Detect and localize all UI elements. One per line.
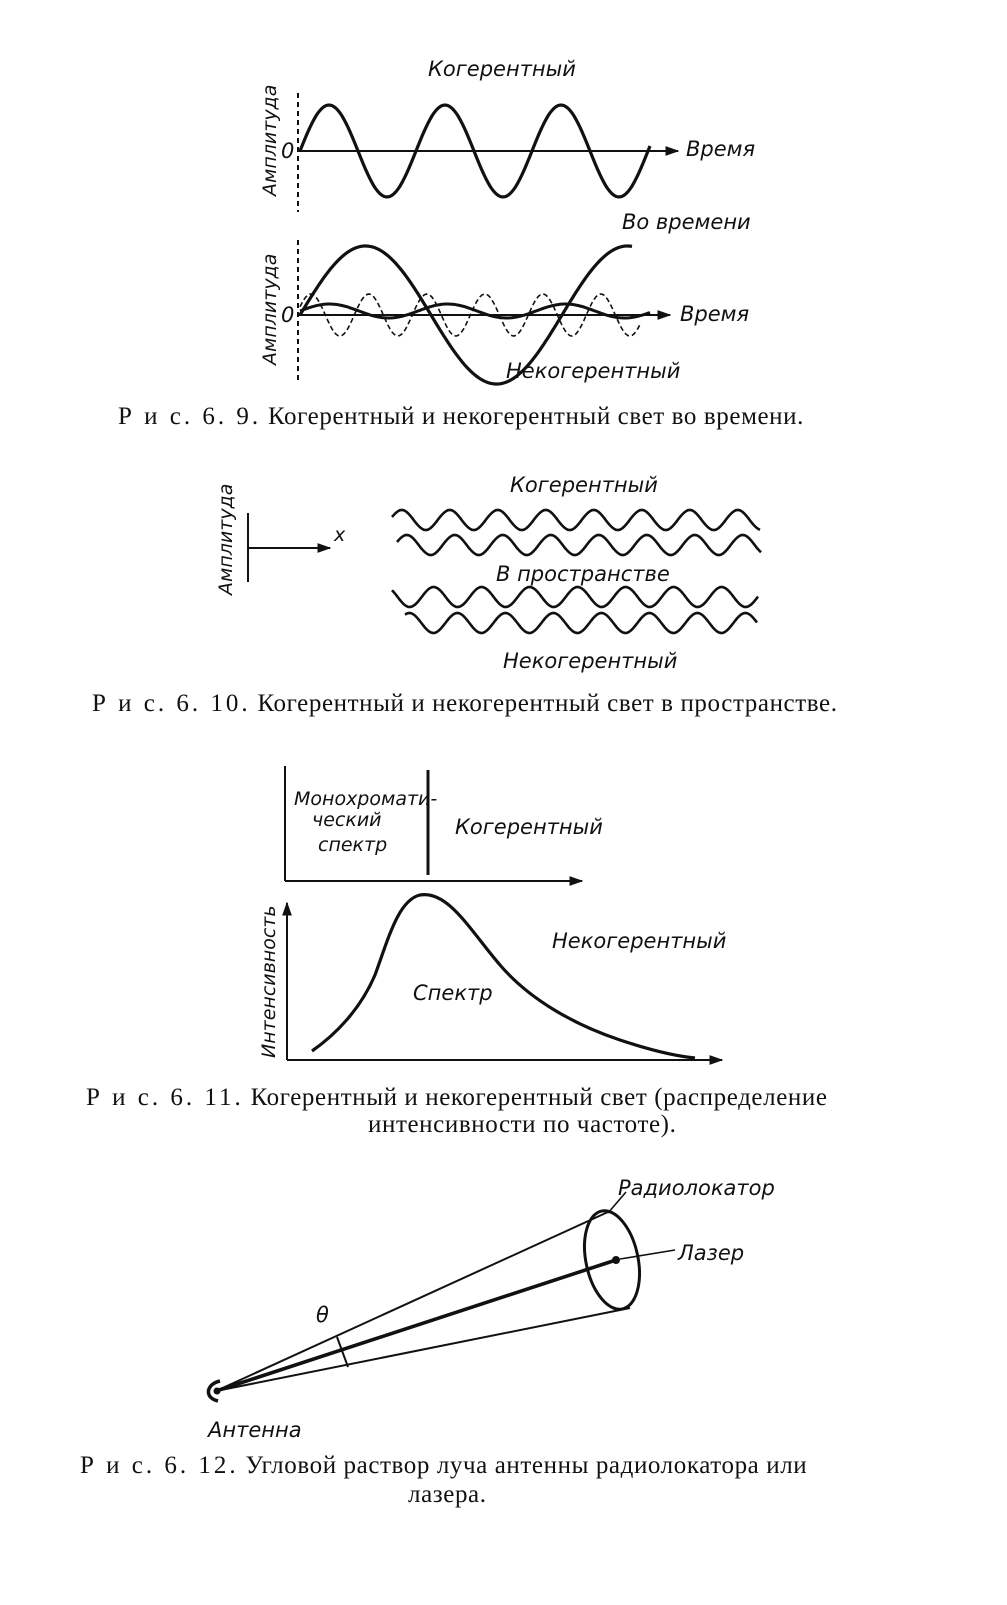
fig12-theta-label: θ bbox=[316, 1303, 329, 1327]
fig12-laser-pointer bbox=[620, 1250, 675, 1259]
figure-6-10 bbox=[215, 473, 761, 673]
fig11-spectrum-label: Спектр bbox=[413, 981, 493, 1005]
figure-6-9 bbox=[259, 57, 755, 384]
figure-6-11 bbox=[258, 766, 726, 1060]
fig11-caption-text: Когерентный и некогерентный свет (распределение bbox=[250, 1084, 828, 1111]
fig10-caption bbox=[92, 690, 838, 718]
fig9-bottom-zero-label: 0 bbox=[281, 303, 295, 327]
fig10-mid-label: В пространстве bbox=[496, 562, 670, 586]
fig11-caption-prefix: Р и с. 6. 11. bbox=[86, 1084, 244, 1111]
fig12-radar-label: Радиолокатор bbox=[618, 1176, 775, 1200]
fig9-caption bbox=[118, 403, 804, 431]
fig11-spectrum-curve bbox=[312, 895, 695, 1058]
fig10-wave-3 bbox=[392, 587, 758, 607]
fig10-caption-prefix: Р и с. 6. 10. bbox=[92, 690, 251, 717]
fig11-mono-label-line2: ческий bbox=[312, 809, 382, 831]
fig12-antenna-feed bbox=[214, 1388, 221, 1395]
fig10-top-label: Когерентный bbox=[510, 473, 658, 497]
fig9-top-label: Когерентный bbox=[428, 57, 576, 81]
fig12-laser-dot bbox=[612, 1256, 620, 1264]
fig10-x-label: x bbox=[334, 524, 346, 546]
fig10-amplitude-label: Амплитуда bbox=[215, 483, 237, 595]
fig10-caption-text: Когерентный и некогерентный свет в пространстве. bbox=[257, 690, 838, 717]
fig11-incoherent-label: Некогерентный bbox=[552, 929, 727, 953]
fig12-beam-lower-edge bbox=[216, 1308, 630, 1391]
fig12-beam-upper-edge bbox=[216, 1212, 608, 1391]
fig12-antenna-label: Антенна bbox=[208, 1418, 302, 1442]
fig9-caption-text: Когерентный и некогерентный свет во времени. bbox=[268, 403, 804, 430]
fig12-laser-beam bbox=[216, 1260, 616, 1391]
fig11-intensity-label: Интенсивность bbox=[258, 905, 280, 1058]
fig11-mono-label-line1: Монохромати- bbox=[294, 788, 438, 810]
fig12-caption-line1 bbox=[80, 1452, 807, 1480]
fig10-wave-2 bbox=[397, 535, 761, 555]
fig11-caption-line2: интенсивности по частоте). bbox=[368, 1111, 677, 1138]
fig9-bottom-label: Некогерентный bbox=[506, 359, 681, 383]
fig10-bottom-label: Некогерентный bbox=[503, 649, 678, 673]
figure-6-12 bbox=[206, 1176, 775, 1442]
fig11-caption-line1 bbox=[86, 1084, 828, 1112]
fig11-mono-label-line3: спектр bbox=[318, 834, 388, 856]
fig10-wave-4 bbox=[405, 613, 757, 633]
fig10-wave-1 bbox=[392, 510, 760, 530]
fig9-top-zero-label: 0 bbox=[281, 139, 295, 163]
fig9-top-amplitude-label: Амплитуда bbox=[259, 84, 281, 196]
fig12-laser-label: Лазер bbox=[678, 1241, 745, 1265]
fig12-caption-text: Угловой раствор луча антенны радиолокатора или bbox=[245, 1452, 808, 1479]
fig9-caption-prefix: Р и с. 6. 9. bbox=[118, 403, 262, 430]
fig9-top-time-label: Время bbox=[686, 137, 756, 161]
fig9-bottom-amplitude-label: Амплитуда bbox=[259, 253, 281, 365]
fig9-bottom-time-label: Время bbox=[680, 302, 750, 326]
fig12-caption-line2: лазера. bbox=[408, 1481, 487, 1508]
fig11-coherent-label: Когерентный bbox=[455, 815, 603, 839]
fig12-caption-prefix: Р и с. 6. 12. bbox=[80, 1452, 239, 1479]
fig9-mid-label: Во времени bbox=[622, 210, 751, 234]
